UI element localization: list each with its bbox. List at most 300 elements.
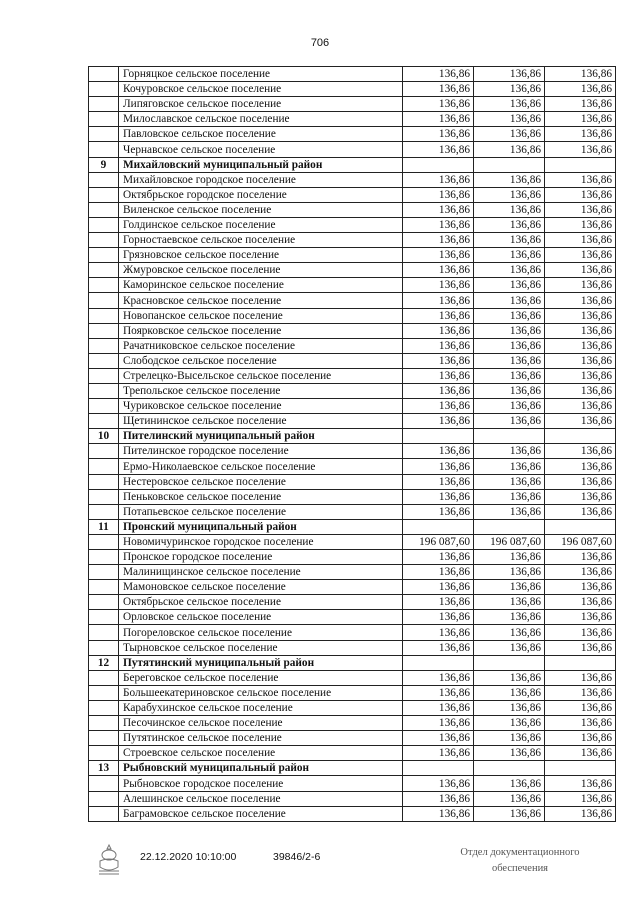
value-cell-2: 136,86 bbox=[474, 383, 545, 398]
value-cell-3: 136,86 bbox=[545, 338, 616, 353]
value-cell-3: 136,86 bbox=[545, 550, 616, 565]
row-number-cell bbox=[89, 640, 119, 655]
table-row bbox=[89, 474, 616, 489]
row-number-cell bbox=[89, 791, 119, 806]
value-cell-3: 136,86 bbox=[545, 368, 616, 383]
footer-document-number: 39846/2-6 bbox=[273, 851, 321, 863]
table-row bbox=[89, 353, 616, 368]
table-row bbox=[89, 534, 616, 549]
row-number-cell bbox=[89, 202, 119, 217]
value-cell-2: 136,86 bbox=[474, 474, 545, 489]
value-cell-3: 136,86 bbox=[545, 278, 616, 293]
table-row bbox=[89, 202, 616, 217]
table-row bbox=[89, 338, 616, 353]
settlement-name-cell: Береговское сельское поселение bbox=[119, 670, 403, 685]
value-cell-2: 136,86 bbox=[474, 187, 545, 202]
value-cell-1: 136,86 bbox=[403, 67, 474, 82]
value-cell-2: 136,86 bbox=[474, 504, 545, 519]
value-cell-3: 196 087,60 bbox=[545, 534, 616, 549]
value-cell-1 bbox=[403, 761, 474, 776]
value-cell-2: 136,86 bbox=[474, 595, 545, 610]
table-body bbox=[89, 67, 616, 822]
value-cell-3: 136,86 bbox=[545, 127, 616, 142]
row-number-cell: 11 bbox=[89, 519, 119, 534]
row-number-cell bbox=[89, 776, 119, 791]
value-cell-1: 136,86 bbox=[403, 806, 474, 821]
row-number-cell bbox=[89, 746, 119, 761]
value-cell-2: 196 087,60 bbox=[474, 534, 545, 549]
value-cell-2: 136,86 bbox=[474, 489, 545, 504]
value-cell-3: 136,86 bbox=[545, 565, 616, 580]
row-number-cell bbox=[89, 700, 119, 715]
value-cell-3: 136,86 bbox=[545, 640, 616, 655]
settlement-name-cell: Кочуровское сельское поселение bbox=[119, 82, 403, 97]
settlement-name-cell: Мамоновское сельское поселение bbox=[119, 580, 403, 595]
settlement-name-cell: Щетининское сельское поселение bbox=[119, 414, 403, 429]
settlement-name-cell: Жмуровское сельское поселение bbox=[119, 263, 403, 278]
value-cell-2: 136,86 bbox=[474, 338, 545, 353]
settlement-name-cell: Михайловское городское поселение bbox=[119, 172, 403, 187]
row-number-cell bbox=[89, 338, 119, 353]
table-row bbox=[89, 670, 616, 685]
value-cell-1: 136,86 bbox=[403, 640, 474, 655]
value-cell-2: 136,86 bbox=[474, 550, 545, 565]
value-cell-2: 136,86 bbox=[474, 308, 545, 323]
row-number-cell bbox=[89, 142, 119, 157]
value-cell-1: 136,86 bbox=[403, 368, 474, 383]
value-cell-3: 136,86 bbox=[545, 67, 616, 82]
value-cell-1: 136,86 bbox=[403, 776, 474, 791]
value-cell-1: 136,86 bbox=[403, 383, 474, 398]
row-number-cell bbox=[89, 112, 119, 127]
settlement-name-cell: Чуриковское сельское поселение bbox=[119, 399, 403, 414]
value-cell-1 bbox=[403, 157, 474, 172]
table-row bbox=[89, 625, 616, 640]
row-number-cell bbox=[89, 248, 119, 263]
value-cell-1: 136,86 bbox=[403, 338, 474, 353]
value-cell-3: 136,86 bbox=[545, 610, 616, 625]
settlement-name-cell: Тырновское сельское поселение bbox=[119, 640, 403, 655]
value-cell-3: 136,86 bbox=[545, 308, 616, 323]
row-number-cell bbox=[89, 610, 119, 625]
value-cell-2: 136,86 bbox=[474, 414, 545, 429]
table-row bbox=[89, 580, 616, 595]
table-row bbox=[89, 550, 616, 565]
row-number-cell bbox=[89, 444, 119, 459]
row-number-cell bbox=[89, 806, 119, 821]
value-cell-1: 136,86 bbox=[403, 550, 474, 565]
value-cell-1: 136,86 bbox=[403, 97, 474, 112]
settlement-name-cell: Пронский муниципальный район bbox=[119, 519, 403, 534]
value-cell-2 bbox=[474, 157, 545, 172]
row-number-cell bbox=[89, 383, 119, 398]
table-row bbox=[89, 233, 616, 248]
value-cell-3: 136,86 bbox=[545, 746, 616, 761]
settlement-name-cell: Рыбновский муниципальный район bbox=[119, 761, 403, 776]
value-cell-1: 136,86 bbox=[403, 142, 474, 157]
value-cell-1: 136,86 bbox=[403, 746, 474, 761]
row-number-cell bbox=[89, 97, 119, 112]
department-line-1: Отдел документационного bbox=[460, 847, 580, 858]
value-cell-1: 136,86 bbox=[403, 444, 474, 459]
settlement-name-cell: Голдинское сельское поселение bbox=[119, 217, 403, 232]
value-cell-2: 136,86 bbox=[474, 67, 545, 82]
table-row bbox=[89, 565, 616, 580]
value-cell-3: 136,86 bbox=[545, 731, 616, 746]
row-number-cell bbox=[89, 233, 119, 248]
value-cell-2: 136,86 bbox=[474, 610, 545, 625]
settlement-name-cell: Баграмовское сельское поселение bbox=[119, 806, 403, 821]
settlement-name-cell: Орловское сельское поселение bbox=[119, 610, 403, 625]
settlement-name-cell: Строевское сельское поселение bbox=[119, 746, 403, 761]
settlement-name-cell: Алешинское сельское поселение bbox=[119, 791, 403, 806]
settlement-name-cell: Красновское сельское поселение bbox=[119, 293, 403, 308]
row-number-cell bbox=[89, 399, 119, 414]
value-cell-1: 136,86 bbox=[403, 459, 474, 474]
table-row bbox=[89, 67, 616, 82]
settlement-name-cell: Путятинский муниципальный район bbox=[119, 655, 403, 670]
settlement-name-cell: Погореловское сельское поселение bbox=[119, 625, 403, 640]
value-cell-2: 136,86 bbox=[474, 565, 545, 580]
settlement-name-cell: Песочинское сельское поселение bbox=[119, 716, 403, 731]
value-cell-2: 136,86 bbox=[474, 806, 545, 821]
value-cell-3: 136,86 bbox=[545, 459, 616, 474]
row-number-cell: 12 bbox=[89, 655, 119, 670]
settlement-name-cell: Горностаевское сельское поселение bbox=[119, 233, 403, 248]
table-row bbox=[89, 700, 616, 715]
settlement-name-cell: Рыбновское городское поселение bbox=[119, 776, 403, 791]
row-number-cell bbox=[89, 504, 119, 519]
settlement-name-cell: Новомичуринское городское поселение bbox=[119, 534, 403, 549]
settlement-name-cell: Милославское сельское поселение bbox=[119, 112, 403, 127]
value-cell-2: 136,86 bbox=[474, 580, 545, 595]
value-cell-3: 136,86 bbox=[545, 97, 616, 112]
settlement-name-cell: Виленское сельское поселение bbox=[119, 202, 403, 217]
value-cell-2: 136,86 bbox=[474, 640, 545, 655]
value-cell-3: 136,86 bbox=[545, 414, 616, 429]
value-cell-1: 136,86 bbox=[403, 580, 474, 595]
value-cell-1 bbox=[403, 519, 474, 534]
value-cell-3: 136,86 bbox=[545, 217, 616, 232]
value-cell-2 bbox=[474, 429, 545, 444]
value-cell-1: 136,86 bbox=[403, 293, 474, 308]
row-number-cell bbox=[89, 474, 119, 489]
row-number-cell bbox=[89, 368, 119, 383]
settlement-name-cell: Нестеровское сельское поселение bbox=[119, 474, 403, 489]
row-number-cell bbox=[89, 489, 119, 504]
value-cell-3: 136,86 bbox=[545, 142, 616, 157]
settlement-name-cell: Путятинское сельское поселение bbox=[119, 731, 403, 746]
row-number-cell bbox=[89, 565, 119, 580]
value-cell-3: 136,86 bbox=[545, 82, 616, 97]
district-row bbox=[89, 519, 616, 534]
table-row bbox=[89, 685, 616, 700]
table-row bbox=[89, 489, 616, 504]
value-cell-3: 136,86 bbox=[545, 383, 616, 398]
value-cell-2: 136,86 bbox=[474, 233, 545, 248]
settlement-name-cell: Октябрьское городское поселение bbox=[119, 187, 403, 202]
value-cell-2: 136,86 bbox=[474, 172, 545, 187]
row-number-cell bbox=[89, 459, 119, 474]
table-row bbox=[89, 459, 616, 474]
row-number-cell bbox=[89, 323, 119, 338]
row-number-cell bbox=[89, 353, 119, 368]
value-cell-1 bbox=[403, 429, 474, 444]
table-row bbox=[89, 263, 616, 278]
settlement-name-cell: Стрелецко-Высельское сельское поселение bbox=[119, 368, 403, 383]
value-cell-1: 136,86 bbox=[403, 187, 474, 202]
value-cell-1: 136,86 bbox=[403, 248, 474, 263]
value-cell-2: 136,86 bbox=[474, 625, 545, 640]
value-cell-3: 136,86 bbox=[545, 353, 616, 368]
table-row bbox=[89, 776, 616, 791]
settlement-name-cell: Потапьевское сельское поселение bbox=[119, 504, 403, 519]
table-row bbox=[89, 444, 616, 459]
value-cell-3: 136,86 bbox=[545, 776, 616, 791]
table-row bbox=[89, 142, 616, 157]
settlement-name-cell: Новопанское сельское поселение bbox=[119, 308, 403, 323]
table-row bbox=[89, 640, 616, 655]
value-cell-3: 136,86 bbox=[545, 504, 616, 519]
value-cell-3: 136,86 bbox=[545, 399, 616, 414]
settlement-name-cell: Павловское сельское поселение bbox=[119, 127, 403, 142]
row-number-cell bbox=[89, 731, 119, 746]
value-cell-1: 136,86 bbox=[403, 263, 474, 278]
value-cell-2: 136,86 bbox=[474, 459, 545, 474]
value-cell-2: 136,86 bbox=[474, 248, 545, 263]
table-row bbox=[89, 278, 616, 293]
value-cell-1: 136,86 bbox=[403, 716, 474, 731]
settlement-name-cell: Липяговское сельское поселение bbox=[119, 97, 403, 112]
value-cell-2 bbox=[474, 761, 545, 776]
table-row bbox=[89, 293, 616, 308]
value-cell-1: 136,86 bbox=[403, 731, 474, 746]
value-cell-3: 136,86 bbox=[545, 625, 616, 640]
table-row bbox=[89, 806, 616, 821]
value-cell-3: 136,86 bbox=[545, 172, 616, 187]
value-cell-2: 136,86 bbox=[474, 127, 545, 142]
value-cell-1: 136,86 bbox=[403, 610, 474, 625]
value-cell-3: 136,86 bbox=[545, 791, 616, 806]
value-cell-1: 136,86 bbox=[403, 700, 474, 715]
table-row bbox=[89, 746, 616, 761]
value-cell-3: 136,86 bbox=[545, 580, 616, 595]
row-number-cell bbox=[89, 308, 119, 323]
value-cell-1: 136,86 bbox=[403, 323, 474, 338]
value-cell-2: 136,86 bbox=[474, 700, 545, 715]
value-cell-2: 136,86 bbox=[474, 670, 545, 685]
value-cell-1: 136,86 bbox=[403, 353, 474, 368]
value-cell-1: 136,86 bbox=[403, 791, 474, 806]
settlement-name-cell: Пителинский муниципальный район bbox=[119, 429, 403, 444]
table-row bbox=[89, 82, 616, 97]
value-cell-2: 136,86 bbox=[474, 776, 545, 791]
value-cell-3 bbox=[545, 655, 616, 670]
value-cell-2: 136,86 bbox=[474, 202, 545, 217]
value-cell-1: 136,86 bbox=[403, 278, 474, 293]
value-cell-1: 136,86 bbox=[403, 112, 474, 127]
row-number-cell bbox=[89, 278, 119, 293]
row-number-cell bbox=[89, 217, 119, 232]
value-cell-2: 136,86 bbox=[474, 82, 545, 97]
value-cell-2: 136,86 bbox=[474, 142, 545, 157]
value-cell-3 bbox=[545, 429, 616, 444]
value-cell-1: 136,86 bbox=[403, 127, 474, 142]
value-cell-2: 136,86 bbox=[474, 278, 545, 293]
value-cell-1: 136,86 bbox=[403, 217, 474, 232]
table-row bbox=[89, 610, 616, 625]
settlement-name-cell: Рачатниковское сельское поселение bbox=[119, 338, 403, 353]
row-number-cell: 13 bbox=[89, 761, 119, 776]
row-number-cell bbox=[89, 414, 119, 429]
settlement-name-cell: Слободское сельское поселение bbox=[119, 353, 403, 368]
value-cell-1: 136,86 bbox=[403, 489, 474, 504]
row-number-cell bbox=[89, 580, 119, 595]
settlement-name-cell: Трепольское сельское поселение bbox=[119, 383, 403, 398]
value-cell-2: 136,86 bbox=[474, 323, 545, 338]
value-cell-2: 136,86 bbox=[474, 263, 545, 278]
value-cell-2: 136,86 bbox=[474, 685, 545, 700]
value-cell-1: 136,86 bbox=[403, 595, 474, 610]
value-cell-1: 136,86 bbox=[403, 474, 474, 489]
settlement-name-cell: Каморинское сельское поселение bbox=[119, 278, 403, 293]
table-row bbox=[89, 308, 616, 323]
row-number-cell bbox=[89, 534, 119, 549]
value-cell-1: 136,86 bbox=[403, 414, 474, 429]
district-row bbox=[89, 157, 616, 172]
value-cell-2 bbox=[474, 655, 545, 670]
value-cell-2: 136,86 bbox=[474, 112, 545, 127]
district-row bbox=[89, 761, 616, 776]
value-cell-3: 136,86 bbox=[545, 187, 616, 202]
value-cell-3 bbox=[545, 761, 616, 776]
settlement-name-cell: Октябрьское сельское поселение bbox=[119, 595, 403, 610]
table-row bbox=[89, 731, 616, 746]
value-cell-1: 136,86 bbox=[403, 670, 474, 685]
value-cell-3: 136,86 bbox=[545, 112, 616, 127]
row-number-cell bbox=[89, 625, 119, 640]
value-cell-2 bbox=[474, 519, 545, 534]
table-row bbox=[89, 716, 616, 731]
value-cell-3: 136,86 bbox=[545, 716, 616, 731]
table-row bbox=[89, 368, 616, 383]
settlement-name-cell: Ермо-Николаевское сельское поселение bbox=[119, 459, 403, 474]
value-cell-3: 136,86 bbox=[545, 670, 616, 685]
district-row bbox=[89, 655, 616, 670]
value-cell-3: 136,86 bbox=[545, 233, 616, 248]
settlement-name-cell: Михайловский муниципальный район bbox=[119, 157, 403, 172]
table-row bbox=[89, 414, 616, 429]
value-cell-3: 136,86 bbox=[545, 489, 616, 504]
value-cell-1: 136,86 bbox=[403, 625, 474, 640]
value-cell-3: 136,86 bbox=[545, 595, 616, 610]
value-cell-2: 136,86 bbox=[474, 716, 545, 731]
value-cell-2: 136,86 bbox=[474, 399, 545, 414]
table-row bbox=[89, 112, 616, 127]
page-number: 706 bbox=[310, 37, 330, 49]
table-row bbox=[89, 504, 616, 519]
settlement-name-cell: Чернавское сельское поселение bbox=[119, 142, 403, 157]
value-cell-1: 196 087,60 bbox=[403, 534, 474, 549]
value-cell-1: 136,86 bbox=[403, 308, 474, 323]
value-cell-1: 136,86 bbox=[403, 685, 474, 700]
value-cell-2: 136,86 bbox=[474, 368, 545, 383]
row-number-cell bbox=[89, 82, 119, 97]
row-number-cell bbox=[89, 127, 119, 142]
value-cell-1: 136,86 bbox=[403, 233, 474, 248]
value-cell-1: 136,86 bbox=[403, 399, 474, 414]
value-cell-3: 136,86 bbox=[545, 444, 616, 459]
settlement-name-cell: Пронское городское поселение bbox=[119, 550, 403, 565]
value-cell-3 bbox=[545, 519, 616, 534]
settlement-name-cell: Поярковское сельское поселение bbox=[119, 323, 403, 338]
settlement-name-cell: Пеньковское сельское поселение bbox=[119, 489, 403, 504]
row-number-cell bbox=[89, 263, 119, 278]
row-number-cell: 9 bbox=[89, 157, 119, 172]
settlement-name-cell: Горняцкое сельское поселение bbox=[119, 67, 403, 82]
footer-timestamp: 22.12.2020 10:10:00 bbox=[140, 851, 237, 863]
value-cell-1: 136,86 bbox=[403, 565, 474, 580]
value-cell-3: 136,86 bbox=[545, 474, 616, 489]
value-cell-2: 136,86 bbox=[474, 444, 545, 459]
row-number-cell bbox=[89, 293, 119, 308]
row-number-cell bbox=[89, 550, 119, 565]
settlement-name-cell: Грязновское сельское поселение bbox=[119, 248, 403, 263]
value-cell-3: 136,86 bbox=[545, 202, 616, 217]
table-row bbox=[89, 323, 616, 338]
value-cell-3 bbox=[545, 157, 616, 172]
row-number-cell bbox=[89, 187, 119, 202]
value-cell-3: 136,86 bbox=[545, 806, 616, 821]
department-line-2: обеспечения bbox=[491, 863, 549, 874]
footer-department-stamp bbox=[440, 845, 600, 877]
value-cell-1: 136,86 bbox=[403, 202, 474, 217]
row-number-cell bbox=[89, 716, 119, 731]
value-cell-2: 136,86 bbox=[474, 293, 545, 308]
district-row bbox=[89, 429, 616, 444]
row-number-cell bbox=[89, 172, 119, 187]
row-number-cell bbox=[89, 67, 119, 82]
table-row bbox=[89, 595, 616, 610]
value-cell-2: 136,86 bbox=[474, 97, 545, 112]
settlement-name-cell: Карабухинское сельское поселение bbox=[119, 700, 403, 715]
value-cell-1: 136,86 bbox=[403, 504, 474, 519]
row-number-cell bbox=[89, 670, 119, 685]
row-number-cell bbox=[89, 685, 119, 700]
value-cell-2: 136,86 bbox=[474, 731, 545, 746]
value-cell-2: 136,86 bbox=[474, 791, 545, 806]
table-row bbox=[89, 383, 616, 398]
value-cell-1 bbox=[403, 655, 474, 670]
value-cell-1: 136,86 bbox=[403, 172, 474, 187]
row-number-cell: 10 bbox=[89, 429, 119, 444]
table-row bbox=[89, 217, 616, 232]
budget-table bbox=[88, 66, 616, 822]
table-row bbox=[89, 127, 616, 142]
value-cell-3: 136,86 bbox=[545, 685, 616, 700]
coat-of-arms-emblem bbox=[96, 843, 122, 877]
settlement-name-cell: Большеекатериновское сельское поселение bbox=[119, 685, 403, 700]
value-cell-2: 136,86 bbox=[474, 217, 545, 232]
table-row bbox=[89, 399, 616, 414]
value-cell-3: 136,86 bbox=[545, 293, 616, 308]
row-number-cell bbox=[89, 595, 119, 610]
value-cell-3: 136,86 bbox=[545, 323, 616, 338]
value-cell-2: 136,86 bbox=[474, 746, 545, 761]
value-cell-3: 136,86 bbox=[545, 263, 616, 278]
table-row bbox=[89, 97, 616, 112]
table-row bbox=[89, 791, 616, 806]
